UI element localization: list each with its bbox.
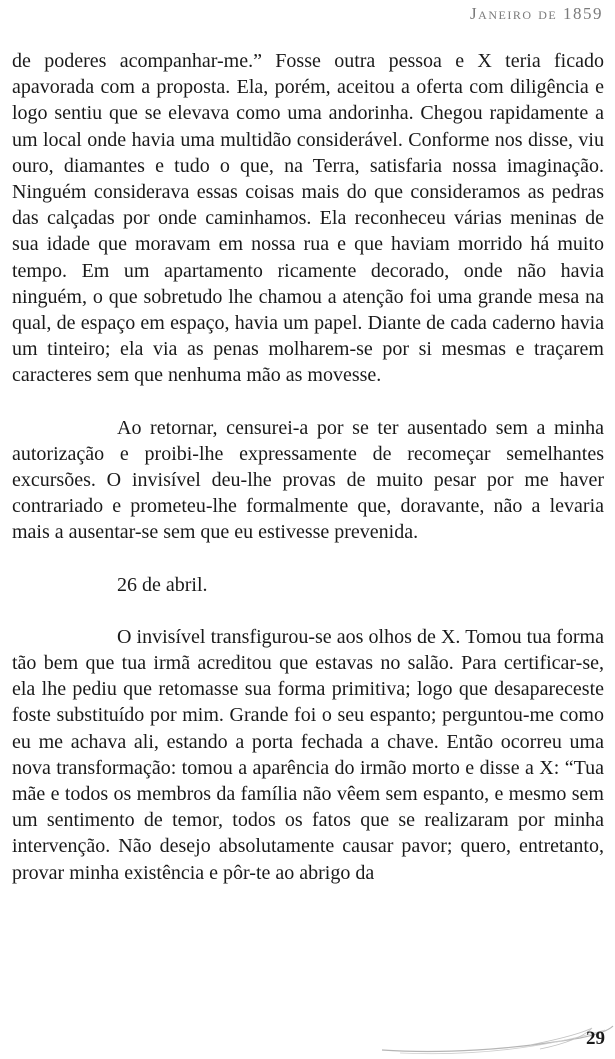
paragraph-gap [12, 546, 604, 572]
body-text [12, 48, 604, 886]
paragraph-gap [12, 389, 604, 415]
paragraph-return: Ao retornar, censurei-a por se ter ausentado sem a minha autorização e proibi-lhe expressamente de recomeçar semelhantes excursões. O invisível deu-lhe provas de muito pesar por me haver contrariado e prometeu-lhe formalmente que, doravante, não a levaria mais a ausentar-se sem que eu estivesse prevenida. [12, 416, 604, 544]
running-head-title: Janeiro de 1859 [470, 4, 603, 23]
date-entry: 26 de abril. [117, 573, 208, 596]
paragraph-transfiguration: O invisível transfigurou-se aos olhos de X. Tomou tua forma tão bem que tua irmã acreditou que estavas no salão. Para certificar-se, ela lhe pediu que retomasse sua forma primitiva; logo que desapareceste foste substituído por mim. Grande foi o seu espanto; perguntou-me como eu me achava ali, estando a porta fechada a chave. Então ocorreu uma nova transformação: tomou a aparência do irmão morto e disse a X: “Tua mãe e todos os membros da família não vêem sem espanto, e mesmo sem um sentimento de temor, todos os fatos que se realizaram por minha intervenção. Não desejo absolutamente causar pavor; quero, entretanto, provar minha existência e pôr-te ao abrigo da [12, 625, 604, 884]
page-number: 29 [586, 1028, 605, 1049]
footer-flourish-ornament [380, 1020, 615, 1059]
paragraph-continuation: de poderes acompanhar-me.” Fosse outra pessoa e X teria ficado apavorada com a proposta. Ela, porém, aceitou a oferta com diligência e logo sentiu que se elevava como uma andorinha. Chegou rapidamente a um local onde havia uma multidão considerável. Conforme nos disse, viu ouro, diamantes e tudo o que, na Terra, satisfaria nossa imaginação. Ninguém considerava essas coisas mais do que consideramos as pedras das calçadas por onde caminhamos. Ela reconheceu várias meninas de sua idade que moravam em nossa rua e que haviam morrido há muito tempo. Em um apartamento ricamente decorado, onde não havia ninguém, o que sobretudo lhe chamou a atenção foi uma grande mesa na qual, de espaço em espaço, havia um papel. Diante de cada caderno havia um tinteiro; ela via as penas molharem-se por si mesmas e traçarem caracteres sem que nenhuma mão as movesse. [12, 50, 604, 387]
paragraph-gap [12, 598, 604, 624]
